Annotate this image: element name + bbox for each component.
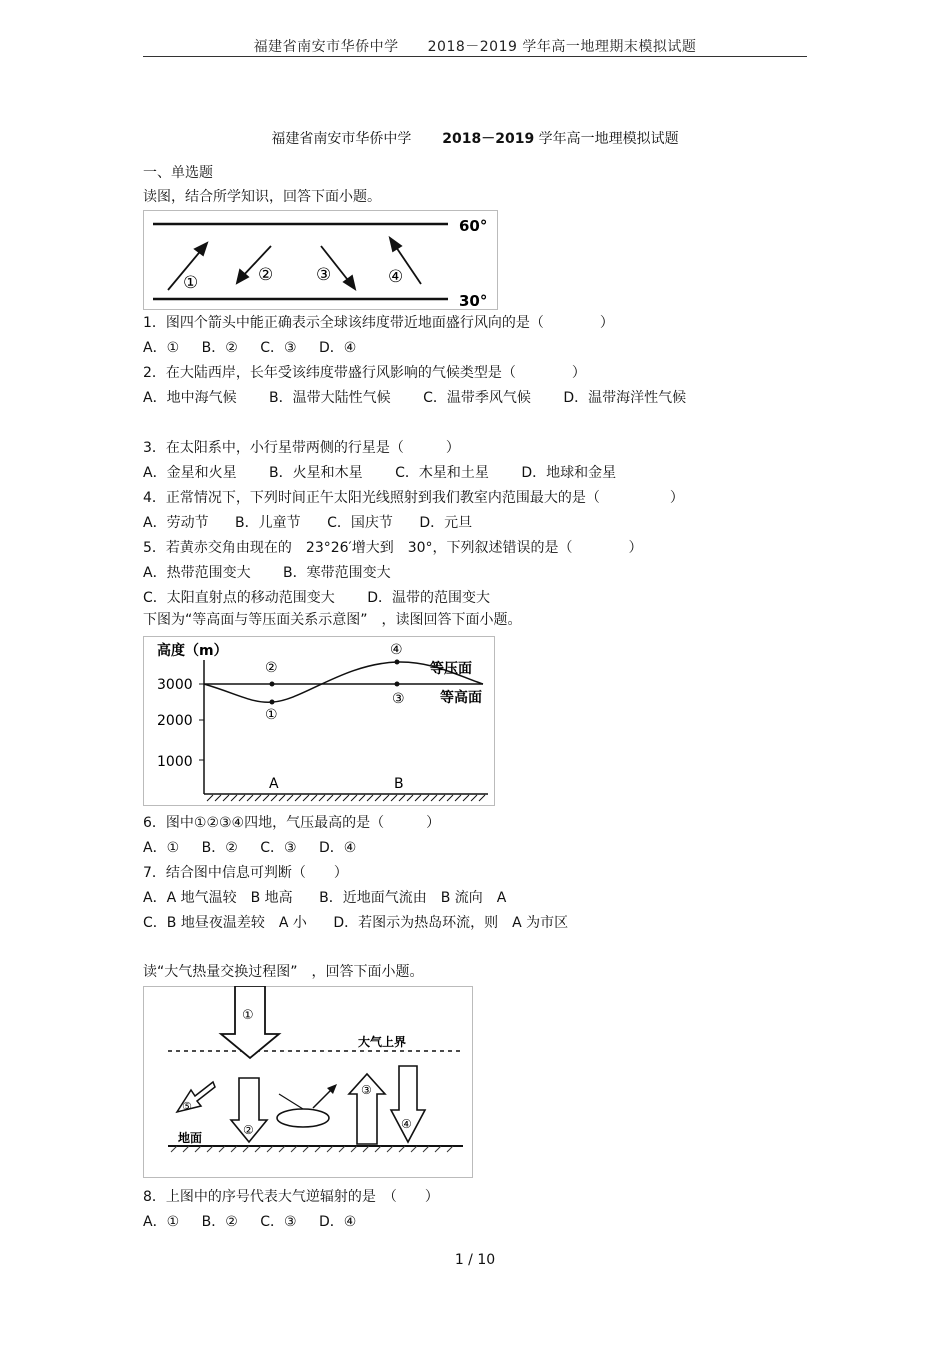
option[interactable]: A．地中海气候 [143,390,237,406]
arrow-3-label: ③ [361,1083,372,1097]
option[interactable]: B．火星和木星 [269,465,363,481]
option[interactable]: B．寒带范围变大 [283,565,391,581]
option[interactable]: D．④ [318,840,357,856]
question-2: 2．在大陆西岸，长年受该纬度带盛行风影响的气候类型是（ ） [143,365,586,381]
option[interactable]: C．国庆节 [327,515,393,531]
option[interactable]: A．① [143,340,180,356]
figure-heat-exchange [143,986,473,1178]
point-1-label: ① [265,707,278,723]
option[interactable]: B．温带大陆性气候 [269,390,391,406]
option[interactable]: B．② [201,840,238,856]
option[interactable]: A．劳动节 [143,515,209,531]
question-5: 5．若黄赤交角由现在的 23°26′增大到 30°，下列叙述错误的是（ ） [143,540,643,556]
arrow-1-label: ① [183,273,199,293]
arrow-4-label: ④ [401,1117,412,1131]
ground-hatch [207,795,485,801]
section-heading: 一、单选题 [143,165,213,181]
option[interactable]: C．B 地昼夜温差较 A 小 [143,915,307,931]
question-7: 7．结合图中信息可判断（ ） [143,865,348,881]
y-tick-1000: 1000 [157,754,193,770]
option[interactable]: B．② [201,1214,238,1230]
option[interactable]: C．③ [260,340,297,356]
option[interactable]: C．木星和土星 [395,465,489,481]
page-header: 福建省南安市华侨中学 2018－2019 学年高一地理期末模拟试题 [253,39,697,55]
option[interactable]: D．温带海洋性气候 [563,390,687,406]
point-4-dot [395,660,400,665]
question-6-options [143,838,374,858]
option[interactable]: D．地球和金星 [521,465,617,481]
arrow-5-label: ⑤ [182,1100,192,1113]
arrow-3-label: ③ [316,265,332,285]
question-5-options-row1 [143,563,409,583]
arrow-4-label: ④ [388,267,404,287]
x-label-a: A [269,776,279,792]
isobar-label: 等压面 [430,661,472,677]
question-2-options [143,388,704,408]
question-1-options [143,338,374,358]
option[interactable]: D．④ [318,340,357,356]
question-1: 1．图四个箭头中能正确表示全球该纬度带近地面盛行风向的是（ ） [143,315,614,331]
option[interactable]: B．② [201,340,238,356]
point-3-label: ③ [392,691,405,707]
option[interactable]: C．温带季风气候 [423,390,531,406]
doc-title [0,128,950,148]
option[interactable]: A．A 地气温较 B 地高 [143,890,293,906]
arrow-2-label: ② [243,1123,254,1137]
question-3-options [143,463,634,483]
option[interactable]: D．④ [318,1214,357,1230]
header-rule [143,56,807,57]
option[interactable]: A．金星和火星 [143,465,237,481]
point-3-dot [395,682,400,687]
option[interactable]: A．热带范围变大 [143,565,251,581]
atmosphere-top-label: 大气上界 [358,1035,407,1049]
intro-2: 下图为“等高面与等压面关系示意图” ，读图回答下面小题。 [143,612,522,628]
arrow-1-label: ① [242,1008,254,1023]
option[interactable]: C．③ [260,1214,297,1230]
page-number: 1 / 10 [454,1252,496,1268]
question-4: 4．正常情况下，下列时间正午太阳光线照射到我们教室内范围最大的是（ ） [143,490,684,506]
lat-30-label: 30° [459,292,488,310]
title-school: 福建省南安市华侨中学 [271,131,412,147]
y-axis-label: 高度（m） [157,643,228,659]
contour-label: 等高面 [440,690,482,706]
option[interactable]: B．儿童节 [235,515,301,531]
point-2-dot [270,682,275,687]
option[interactable]: A．① [143,840,180,856]
point-1-dot [270,700,275,705]
point-2-label: ② [265,660,278,676]
y-tick-3000: 3000 [157,677,193,693]
option[interactable]: C．太阳直射点的移动范围变大 [143,590,335,606]
arrow-4-head [390,238,401,251]
arrow-1-head [195,243,207,255]
lat-60-label: 60° [459,217,488,235]
question-7-options-row1 [143,888,524,908]
title-rest: 学年高一地理模拟试题 [538,131,679,147]
question-5-options-row2 [143,588,508,608]
intro-3: 读“大气热量交换过程图” ，回答下面小题。 [143,964,424,980]
ground-label: 地面 [178,1131,203,1145]
cloud [277,1109,329,1127]
intro-1: 读图，结合所学知识，回答下面小题。 [143,189,381,205]
title-years: 2018－2019 [442,131,535,147]
question-8: 8．上图中的序号代表大气逆辐射的是 （ ） [143,1189,439,1205]
question-8-options [143,1212,374,1232]
option[interactable]: B．近地面气流由 B 流向 A [319,890,507,906]
question-3: 3．在太阳系中，小行星带两侧的行星是（ ） [143,440,460,456]
figure-isobar-contour [143,636,495,806]
option[interactable]: A．① [143,1214,180,1230]
option[interactable]: D．温带的范围变大 [367,590,491,606]
option[interactable]: D．若图示为热岛环流，则 A 为市区 [333,915,569,931]
option[interactable]: C．③ [260,840,297,856]
y-tick-2000: 2000 [157,713,193,729]
cloud-incoming-line [279,1094,303,1109]
question-4-options [143,513,490,533]
arrow-2-label: ② [258,265,274,285]
option[interactable]: D．元旦 [419,515,473,531]
question-6: 6．图中①②③④四地，气压最高的是（ ） [143,815,441,831]
x-label-b: B [394,776,404,792]
figure-wind-arrows [143,210,498,310]
question-7-options-row2 [143,913,586,933]
point-4-label: ④ [390,642,403,658]
